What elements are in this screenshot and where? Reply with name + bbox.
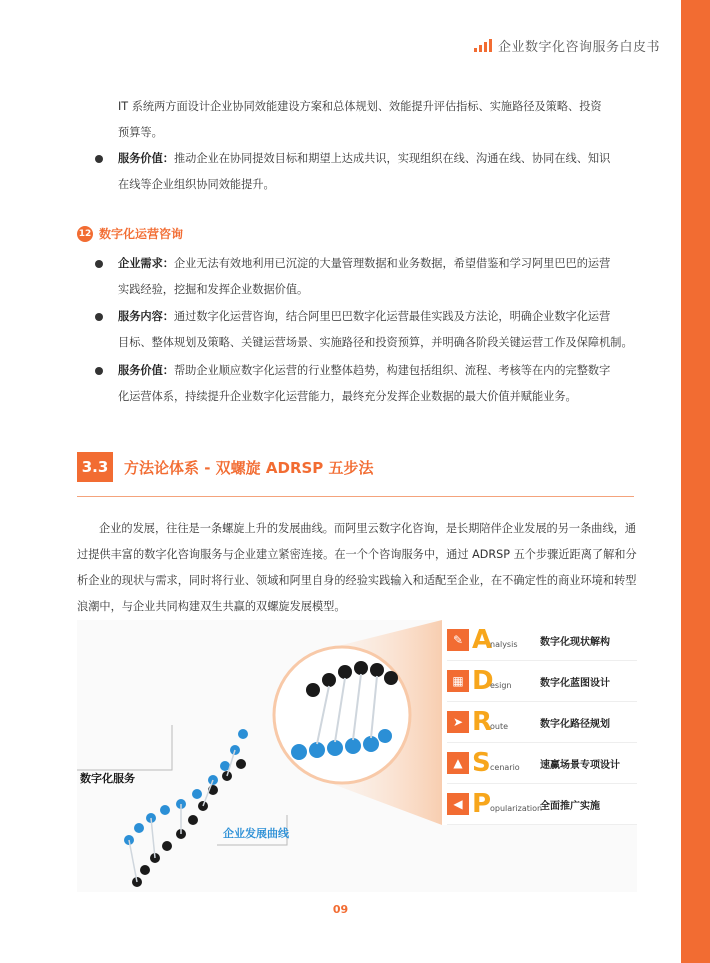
adrsp-step: ▦ D esign 数字化蓝图设计 xyxy=(447,661,637,702)
subsection-heading xyxy=(77,225,183,242)
bar-chart-icon xyxy=(474,39,492,52)
bullet-dot xyxy=(95,367,103,375)
adrsp-step: ◀ P opularization 全面推广实施 xyxy=(447,784,637,825)
double-helix-figure xyxy=(77,620,637,892)
subsection-title: 数字化运营咨询 xyxy=(99,227,184,241)
continuation-text: IT 系统两方面设计企业协同效能建设方案和总体规划、效能提升评估指标、实施路径及策略、投资 预算等。 xyxy=(118,100,602,139)
list-item: 企业需求：企业无法有效地利用已沉淀的大量管理数据和业务数据，希望借鉴和学习阿里巴巴的运营 实践经验，挖掘和发挥企业数据价值。 xyxy=(97,251,637,303)
list-item: 服务价值：推动企业在协同提效目标和期望上达成共识，实现组织在线、沟通在线、协同在线、知识 在线等企业组织协同效能提升。 xyxy=(97,146,637,198)
section-title: 方法论体系 - 双螺旋 ADRSP 五步法 xyxy=(124,459,374,477)
side-accent-bar xyxy=(681,0,710,963)
adrsp-step: ➤ R oute 数字化路径规划 xyxy=(447,702,637,743)
scenario-icon: ▲ xyxy=(447,752,469,774)
analysis-icon: ✎ xyxy=(447,629,469,651)
adrsp-step: ✎ A nalysis 数字化现状解构 xyxy=(447,620,637,661)
adrsp-steps-panel xyxy=(442,620,637,825)
design-icon: ▦ xyxy=(447,670,469,692)
list-item: 服务内容：通过数字化运营咨询，结合阿里巴巴数字化运营最佳实践及方法论，明确企业数字化运营 目标、整体规划及策略、关键运营场景、实施路径和投资预算，并明确各阶段关键运营工作及保障机制。 xyxy=(97,304,637,356)
section-number: 3.3 xyxy=(77,452,113,482)
bullet-dot xyxy=(95,155,103,163)
section-divider xyxy=(77,496,634,497)
popularization-icon: ◀ xyxy=(447,793,469,815)
label-enterprise-curve: 企业发展曲线 xyxy=(223,827,289,840)
page-header xyxy=(474,36,660,55)
adrsp-step: ▲ S cenario 速赢场景专项设计 xyxy=(447,743,637,784)
list-item: 服务价值：帮助企业顺应数字化运营的行业整体趋势，构建包括组织、流程、考核等在内的完整数字 化运营体系，持续提升企业数字化运营能力，最终充分发挥企业数据的最大价值并赋能业务。 xyxy=(97,358,637,410)
page-number: 09 xyxy=(332,903,349,916)
bullet-dot xyxy=(95,313,103,321)
helix-black-strand xyxy=(132,759,246,887)
number-badge: 12 xyxy=(77,226,93,242)
bullet-dot xyxy=(95,260,103,268)
document-title: 企业数字化咨询服务白皮书 xyxy=(497,40,660,55)
route-icon: ➤ xyxy=(447,711,469,733)
label-digital-service: 数字化服务 xyxy=(80,772,135,785)
intro-paragraph: 企业的发展，往往是一条螺旋上升的发展曲线。而阿里云数字化咨询，是长期陪伴企业发展的另一条曲线，通过提供丰富的数字化咨询服务与企业建立紧密连接。在一个个咨询服务中，通过 ADRSP 五个步骤近距离了解和分析企业的现状与需求，同时将行业、领域和阿里自身的经验实践输入和适配至企业，在不确定性的商业环境和转型浪潮中，与企业共同构建双生共赢的双螺旋发展模型。 xyxy=(77,522,637,613)
